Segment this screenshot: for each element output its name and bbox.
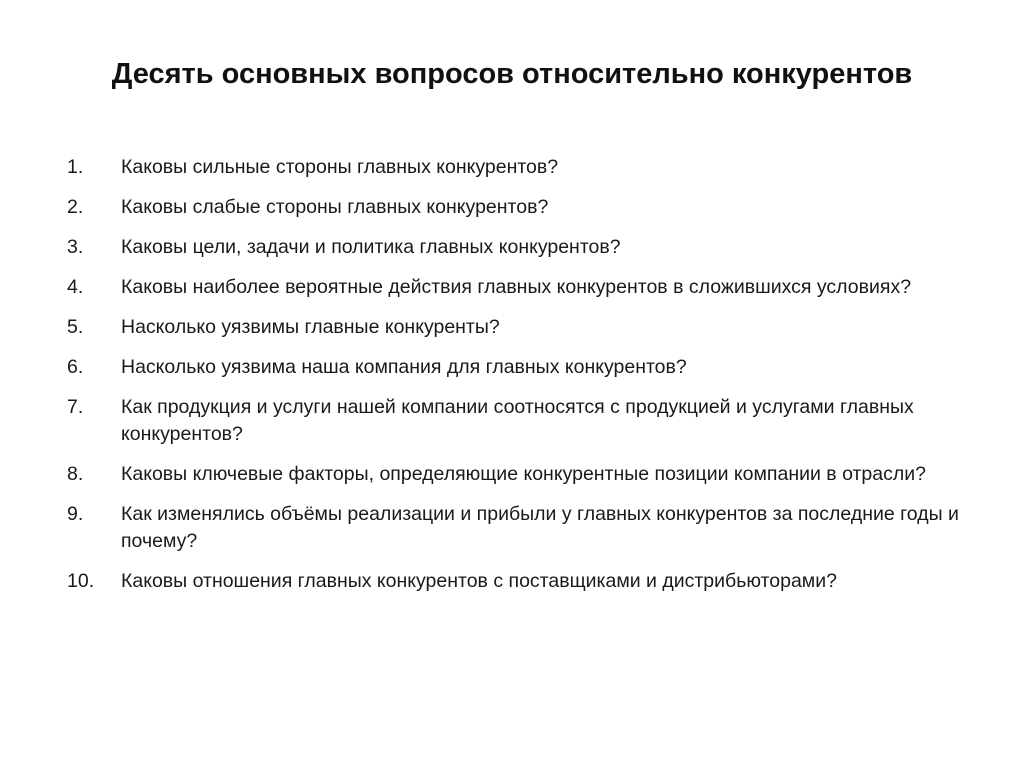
list-item xyxy=(67,394,987,448)
item-text: Как изменялись объёмы реализации и прибыли у главных конкурентов за последние годы и почему? xyxy=(121,503,959,552)
list-item xyxy=(67,461,987,488)
list-item xyxy=(67,568,987,595)
item-text: Каковы цели, задачи и политика главных конкурентов? xyxy=(121,236,621,258)
list-item xyxy=(67,354,987,381)
item-text: Каковы сильные стороны главных конкурентов? xyxy=(121,156,559,178)
item-number: 10. xyxy=(67,570,95,592)
list-item xyxy=(67,194,987,221)
list-item xyxy=(67,154,987,181)
item-text: Насколько уязвима наша компания для главных конкурентов? xyxy=(121,356,687,378)
item-text: Насколько уязвимы главные конкуренты? xyxy=(121,316,500,338)
item-number: 6. xyxy=(67,356,84,378)
item-number: 9. xyxy=(67,503,84,525)
item-number: 8. xyxy=(67,463,84,485)
item-text: Каковы наиболее вероятные действия главных конкурентов в сложившихся условиях? xyxy=(121,276,912,298)
questions-list xyxy=(67,154,987,608)
item-number: 7. xyxy=(67,396,84,418)
item-text: Как продукция и услуги нашей компании соотносятся с продукцией и услугами главных конкурентов? xyxy=(121,396,914,445)
page-title: Десять основных вопросов относительно конкурентов xyxy=(111,58,913,90)
list-item xyxy=(67,274,987,301)
item-text: Каковы ключевые факторы, определяющие конкурентные позиции компании в отрасли? xyxy=(121,463,926,485)
item-number: 4. xyxy=(67,276,84,298)
item-number: 3. xyxy=(67,236,84,258)
list-item xyxy=(67,314,987,341)
item-number: 1. xyxy=(67,156,84,178)
list-item xyxy=(67,501,987,555)
item-number: 2. xyxy=(67,196,84,218)
item-text: Каковы отношения главных конкурентов с поставщиками и дистрибьюторами? xyxy=(121,570,837,592)
item-number: 5. xyxy=(67,316,84,338)
list-item xyxy=(67,234,987,261)
item-text: Каковы слабые стороны главных конкурентов? xyxy=(121,196,549,218)
